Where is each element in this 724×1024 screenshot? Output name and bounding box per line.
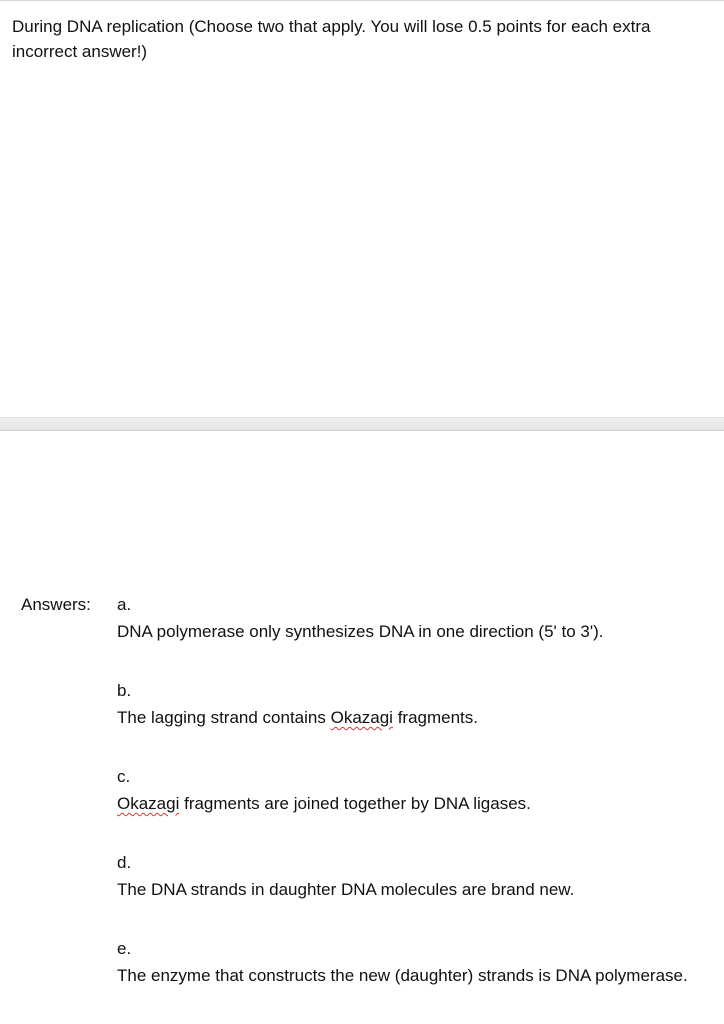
answer-text <box>117 877 707 903</box>
answer-text-part: fragments are joined together by DNA ligases. <box>179 794 531 813</box>
answers-label: Answers: <box>21 595 91 614</box>
question-text: During DNA replication (Choose two that apply. You will lose 0.5 points for each extra incorrect answer!) <box>12 17 651 61</box>
answer-option-d[interactable] <box>117 852 707 903</box>
answer-text-part: The enzyme that constructs the new (daughter) strands is DNA polymerase. <box>117 966 688 985</box>
answer-text-part: The lagging strand contains <box>117 708 331 727</box>
answer-letter: d. <box>117 853 132 872</box>
misspelled-word: Okazagi <box>330 708 393 727</box>
answer-text <box>117 963 707 989</box>
misspelled-word: Okazagi <box>117 794 180 813</box>
answer-letter: b. <box>117 681 132 700</box>
answer-option-b[interactable] <box>117 680 707 731</box>
answer-text-part: DNA polymerase only synthesizes DNA in one direction (5' to 3'). <box>117 622 604 641</box>
answer-letter: a. <box>117 595 132 614</box>
answer-text <box>117 619 707 645</box>
answer-option-e[interactable] <box>117 938 707 989</box>
question-box <box>0 0 724 416</box>
answer-option-a[interactable] <box>117 594 707 645</box>
answer-text <box>117 791 707 817</box>
answer-text-part: fragments. <box>392 708 479 727</box>
section-divider <box>0 417 724 431</box>
answer-letter: c. <box>117 767 131 786</box>
answer-option-c[interactable] <box>117 766 707 817</box>
answer-text-part: The DNA strands in daughter DNA molecules are brand new. <box>117 880 575 899</box>
answer-letter: e. <box>117 939 132 958</box>
answer-text <box>117 705 707 731</box>
